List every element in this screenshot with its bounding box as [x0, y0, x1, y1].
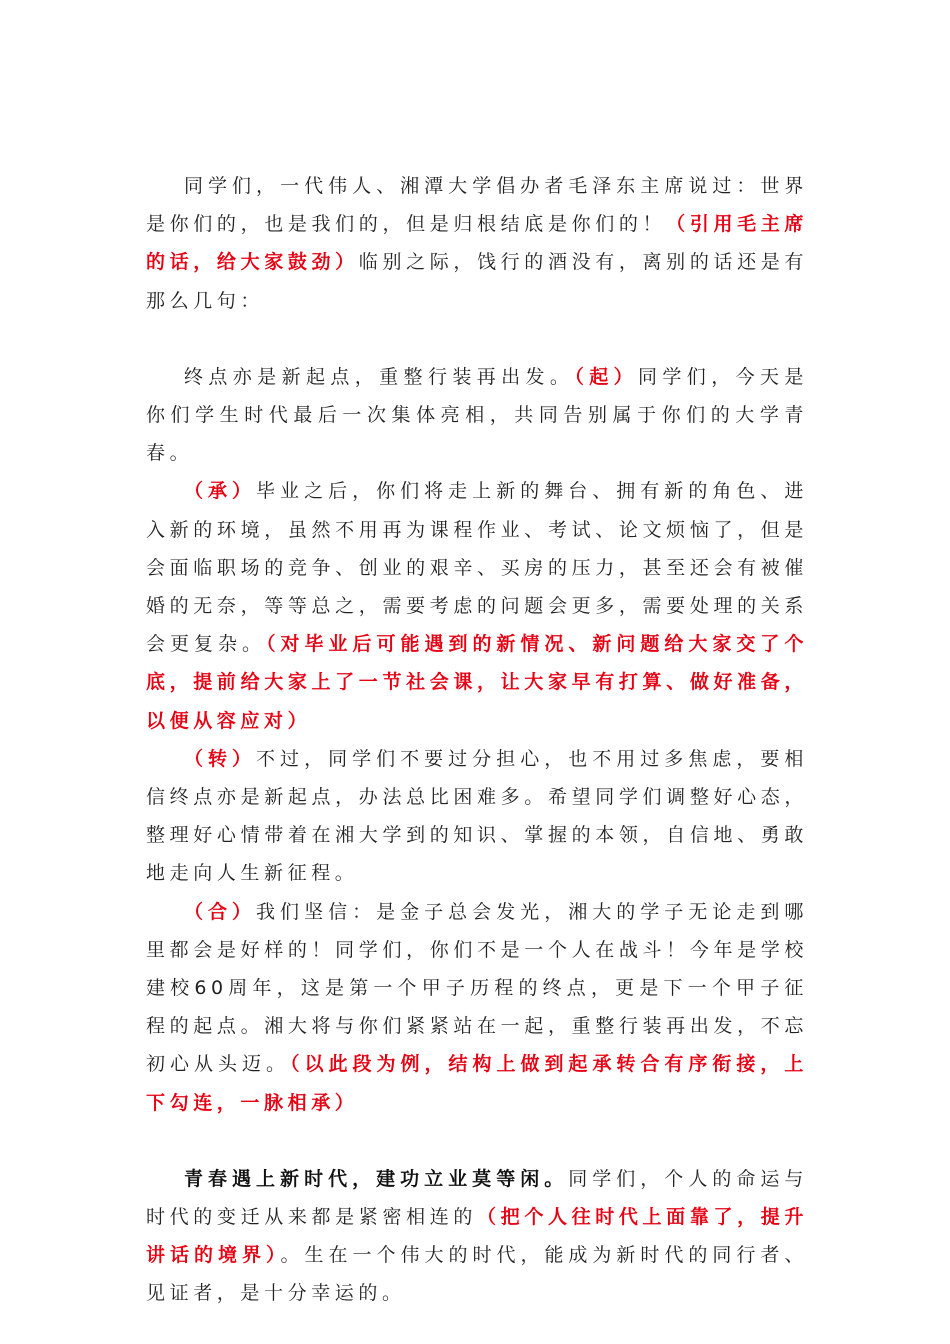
body-text: 。生在一个伟大的时代，能成为新时代的同行者、见证者，是十分幸运的。 — [146, 1244, 808, 1305]
body-text: 同学们，一代伟人、湘潭大学倡办者毛泽东主席说过：世界是你们的，也是我们的，但是归根结底是你们的！ — [146, 175, 808, 236]
body-text: 终点亦是新起点，重整行装再出发。 — [184, 365, 575, 388]
body-text: 同学们，今天是你们学生时代最后一次集体亮相，共同告别属于你们的大学青春。 — [146, 365, 808, 465]
body-text: 不过，同学们不要过分担心，也不用过多焦虑，要相信终点亦是新起点，办法总比困难多。希望同学们调整好心态，整理好心情带着在湘大学到的知识、掌握的本领，自信地、勇敢地走向人生新征程。 — [146, 747, 808, 885]
paragraph-new-era — [146, 1160, 808, 1313]
red-annotation: （以此段为例，结构上做到起承转合有序衔接，上下勾连，一脉相承） — [146, 1053, 808, 1114]
bold-heading-text: 青春遇上新时代，建功立业莫等闲。 — [184, 1167, 569, 1190]
red-annotation: （把个人往时代上面靠了，提升讲话的境界） — [146, 1206, 809, 1267]
body-text: 毕业之后，你们将走上新的舞台、拥有新的角色、进入新的环境，虽然不用再为课程作业、考试、论文烦恼了，但是会面临职场的竞争、创业的艰辛、买房的压力，甚至还会有被催婚的无奈，等等总之，需要考虑的问题会更多，需要处理的关系会更复杂。 — [146, 480, 808, 656]
paragraph-cheng — [146, 472, 808, 739]
body-text: 我们坚信：是金子总会发光，湘大的学子无论走到哪里都会是好样的！同学们，你们不是一个人在战斗！今年是学校建校60周年，这是第一个甲子历程的终点，更是下一个甲子征程的起点。湘大将与你们紧紧站在一起，重整行装再出发，不忘初心从头迈。 — [146, 900, 808, 1076]
paragraph-zhuan — [146, 740, 808, 893]
paragraph-intro-quote — [146, 167, 808, 320]
red-annotation: （承） — [184, 480, 257, 503]
body-text: 同学们，个人的命运与时代的变迁从来都是紧密相连的 — [146, 1167, 808, 1229]
red-annotation: （起） — [574, 365, 639, 388]
red-annotation: （对毕业后可能遇到的新情况、新问题给大家交了个底，提前给大家上了一节社会课，让大家早有打算、做好准备，以便从容应对） — [146, 633, 808, 732]
body-text: 临别之际，饯行的酒没有，离别的话还是有那么几句： — [146, 251, 808, 312]
red-annotation: （转） — [184, 747, 257, 770]
paragraph-he — [146, 893, 808, 1122]
paragraph-qi — [146, 358, 808, 473]
red-annotation: （合） — [184, 900, 257, 923]
speech-text-body — [146, 167, 808, 1313]
red-annotation: （引用毛主席的话，给大家鼓劲） — [146, 213, 808, 274]
